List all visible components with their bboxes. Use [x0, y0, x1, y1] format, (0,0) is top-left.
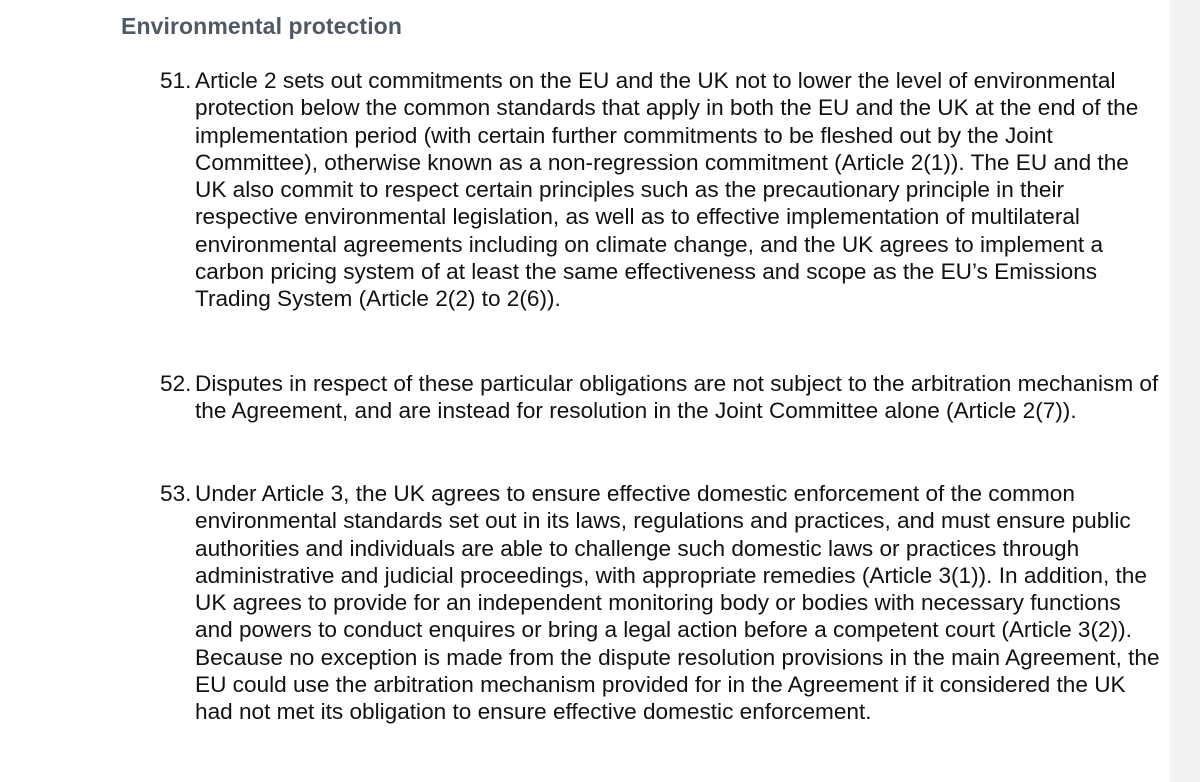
numbered-paragraph-53: [160, 480, 1160, 726]
numbered-paragraph-52: [160, 370, 1160, 425]
paragraph-number: 53.: [160, 481, 192, 506]
paragraph-number: 51.: [160, 68, 192, 93]
paragraph-text: Under Article 3, the UK agrees to ensure effective domestic enforcement of the common environmental standards set out in its laws, regulations and practices, and must ensure public authorities and individuals are able to challenge such domestic laws or practices through administrative and judicial proceedings, with appropriate remedies (Article 3(1)). In addition, the UK agrees to provide for an independent monitoring body or bodies with necessary functions and powers to conduct enquires or bring a legal action before a competent court (Article 3(2)). Because no exception is made from the dispute resolution provisions in the main Agreement, the EU could use the arbitration mechanism provided for in the Agreement if it considered the UK had not met its obligation to ensure effective domestic enforcement.: [195, 481, 1160, 725]
numbered-paragraph-51: [160, 67, 1160, 313]
paragraph-text: Disputes in respect of these particular obligations are not subject to the arbitration mechanism of the Agreement, and are instead for resolution in the Joint Committee alone (Article 2(7)).: [195, 371, 1159, 424]
section-heading: Environmental protection: [121, 13, 402, 39]
paragraph-number: 52.: [160, 371, 192, 396]
paragraph-text: Article 2 sets out commitments on the EU and the UK not to lower the level of environmental protection below the common standards that apply in both the EU and the UK at the end of the implementation period (with certain further commitments to be fleshed out by the Joint Committee), otherwise known as a non-regression commitment (Article 2(1)). The EU and the UK also commit to respect certain principles such as the precautionary principle in their respective environmental legislation, as well as to effective implementation of multilateral environmental agreements including on climate change, and the UK agrees to implement a carbon pricing system of at least the same effectiveness and scope as the EU’s Emissions Trading System (Article 2(2) to 2(6)).: [195, 68, 1139, 312]
